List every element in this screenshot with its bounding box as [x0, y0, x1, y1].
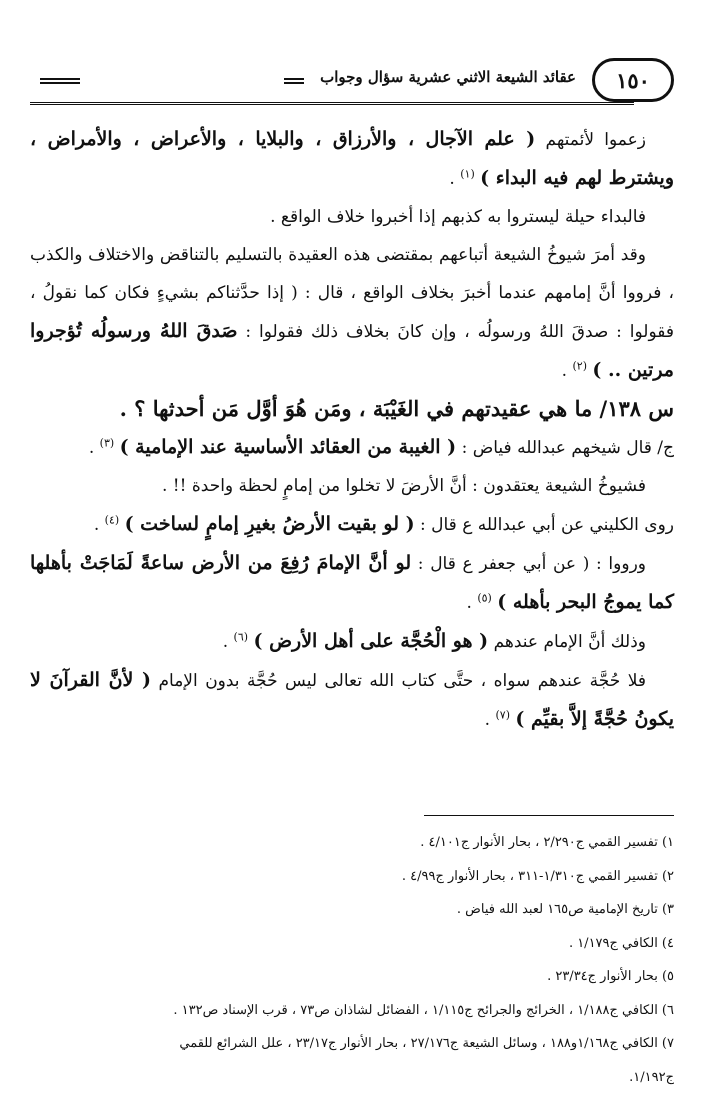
quoted-text: ( الغيبة من العقائد الأساسية عند الإمامية ): [119, 436, 457, 458]
punctuation: .: [88, 438, 100, 458]
text-run: ورووا : ( عن أبي جعفر ع قال :: [417, 554, 646, 574]
footnote-4: ٤) الكافي ج١/١٧٩ .: [568, 935, 674, 951]
footnote-3: ٣) تاريخ الإمامية ص١٦٥ لعبد الله فياض .: [456, 902, 674, 917]
paragraph-3: [30, 236, 674, 390]
footnote-rule: [424, 815, 674, 816]
footnote-ref: (٢): [572, 359, 587, 373]
punctuation: .: [561, 361, 573, 381]
quoted-text: ( لو بقيت الأرضُ بغيرِ إمامٍ لساخت ): [124, 513, 415, 535]
answer-paragraph-4: [30, 544, 674, 622]
page-header: [30, 58, 674, 108]
footnote-ref: (٧): [495, 708, 510, 722]
punctuation: .: [222, 632, 234, 652]
footnote-ref: (٤): [104, 513, 120, 527]
punctuation: .: [449, 169, 461, 189]
punctuation: .: [484, 710, 496, 730]
answer-paragraph-1: [30, 428, 674, 467]
footnote-2: ٢) تفسير القمي ج١/٣١٠-٣١١ ، بحار الأنوار ج٤/٩٩ .: [401, 868, 674, 884]
paragraph-1: [30, 120, 674, 198]
footnote-7-continued: ج١/١٩٢.: [629, 1069, 674, 1085]
punctuation: .: [93, 515, 105, 535]
footnote-1: ١) تفسير القمي ج٢/٢٩٠ ، بحار الأنوار ج٤/١٠١ .: [420, 835, 674, 850]
main-text: [30, 120, 674, 739]
punctuation: .: [466, 593, 478, 613]
footnote-7: ٧) الكافي ج١/١٦٨و١٨٨ ، وسائل الشيعة ج٢٧/١٧٦ ، بحار الأنوار ج٢٣/١٧ ، علل الشرائع للقمي: [179, 1036, 674, 1051]
footnotes: [30, 826, 674, 1094]
paragraph-2: فالبداء حيلة ليستروا به كذبهم إذا أخبروا خلاف الواقع .: [270, 207, 646, 227]
footnote-5: ٥) بحار الأنوار ج٢٣/٣٤ .: [547, 969, 674, 984]
header-rule: [30, 102, 634, 108]
header-ornament-right: [284, 78, 304, 84]
quoted-text: ( لأنَّ القرآنَ لا يكونُ حُجَّةً إلاَّ بقيِّم ): [30, 669, 674, 730]
header-ornament-left: [40, 78, 80, 84]
answer-paragraph-2: فشيوخُ الشيعة يعتقدون : أنَّ الأرضَ لا تخلوا من إمامٍ لحظة واحدة !! .: [161, 476, 646, 496]
footnote-ref: (٥): [477, 591, 492, 605]
quoted-text: صَدقَ اللهُ ورسولُه تُؤجروا مرتين .. ): [30, 320, 674, 381]
text-run: وذلك أنَّ الإمام عندهم: [493, 632, 646, 652]
question-heading: س ١٣٨/ ما هي عقيدتهم في الغَيْبَة ، ومَن هُوَ أوَّل مَن أحدثها ؟ .: [119, 396, 674, 421]
text-run: ج/ قال شيخهم عبدالله فياض :: [461, 438, 674, 458]
answer-paragraph-3: [30, 505, 674, 544]
answer-paragraph-5: [30, 622, 674, 661]
footnote-6: ٦) الكافي ج١/١٨٨ ، الخرائج والجرائح ج١/١١٥ ، الفضائل لشاذان ص٧٣ ، قرب الإسناد ص١٣٢ .: [173, 1002, 674, 1018]
quoted-text: ( هو الْحُجَّة على أهل الأرض ): [253, 630, 489, 652]
quoted-text: ( علم الآجال ، والأرزاق ، والبلايا ، والأعراض ، والأمراض ، ويشترط لهم فيه البداء ): [30, 128, 674, 189]
text-run: روى الكليني عن أبي عبدالله ع قال :: [420, 515, 674, 535]
footnote-ref: (١): [460, 167, 475, 181]
footnote-ref: (٦): [233, 630, 249, 644]
text-run: زعموا لأئمتهم: [545, 130, 646, 150]
page-number: ١٥٠: [592, 58, 674, 102]
running-title: عقائد الشيعة الاثني عشرية سؤال وجواب: [320, 68, 576, 86]
quoted-text: لو أنَّ الإمامَ رُفِعَ من الأرض ساعةً لَمَاجَتْ بأهلها كما يموجُ البحر بأهله ): [30, 552, 674, 613]
text-run: وقد أمرَ شيوخُ الشيعة أتباعهم بمقتضى هذه العقيدة بالتسليم بالتناقض والاختلاف والكذب ، فرووا أنَّ إمامهم عندما أخبرَ بخلاف الواقع ، قال : ( إذا حدَّثناكم بشيءٍ فكان كما نقولُ ، فقولوا : صدقَ اللهُ ورسولُه ، وإن كانَ بخلاف ذلك فقولوا :: [30, 245, 674, 342]
answer-paragraph-6: [30, 661, 674, 739]
text-run: فلا حُجَّة عندهم سواه ، حتَّى كتاب الله تعالى ليس حُجَّة بدون الإمام: [158, 671, 647, 691]
footnote-ref: (٣): [99, 436, 115, 450]
